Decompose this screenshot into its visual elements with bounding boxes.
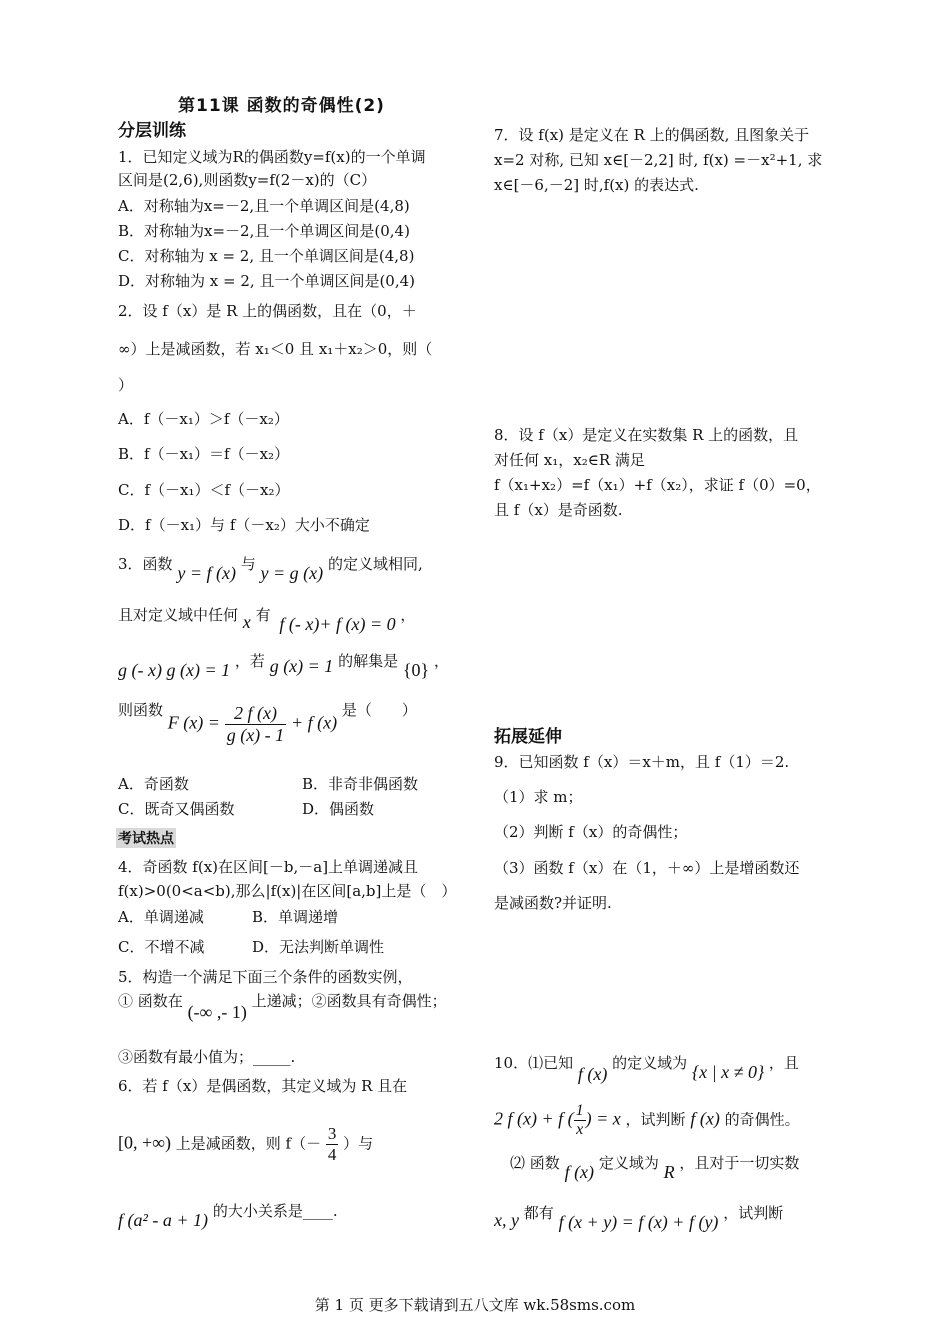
q3-fraction-denominator: g (x) - 1 [226,725,285,745]
q1-line1: 1．已知定义域为R的偶函数y=f(x)的一个单调 [118,148,426,166]
q3-text-7: ，若 [234,652,265,670]
section-exam-hotspot: 考试热点 [116,828,176,848]
page-footer: 第 1 页 更多下载请到五八文库 wk.58sms.com [314,1296,636,1314]
q5-line2 [118,990,447,1022]
q5-blank: _____ [253,1048,291,1066]
q1-option-d: D．对称轴为 x = 2, 且一个单调区间是(0,4) [118,272,415,290]
q3-line2 [118,604,416,634]
q3-fraction-numerator: 2 f (x) [225,703,286,725]
q5-end: . [290,1048,296,1066]
q2-option-c: C．f（－x₁）＜f（－x₂） [118,481,290,499]
q3-option-c: C．既奇又偶函数 [118,800,235,818]
q10-math-fx-3: f (x) [564,1162,595,1182]
q3-text-3: 的定义域相同, [327,555,423,573]
q10-math-additive: f (x + y) = f (x) + f (y) [558,1212,719,1232]
q2-option-a: A．f（－x₁）＞f（－x₂） [118,410,289,428]
q6-line1: 6．若 f（x）是偶函数，其定义域为 R 且在 [118,1077,408,1095]
section-extension: 拓展延伸 [494,727,562,747]
q6-text-2: ）与 [343,1134,374,1153]
q1-option-c: C．对称轴为 x = 2, 且一个单调区间是(4,8) [118,247,415,265]
q10-text-2: 的定义域为 [612,1054,688,1072]
q10-math-R: R [663,1162,675,1182]
q3-math-odd-condition: f (- x)+ f (x) = 0 [279,614,396,634]
q10-math-domain: {x | x ≠ 0} [691,1062,765,1082]
q4-option-a: A．单调递减 [118,908,204,926]
q6-text-3: 的大小关系是 [212,1202,303,1220]
q10-text-6: ⑵ 函数 [510,1154,560,1172]
q3-text-5: 有 [255,606,271,624]
q2-line1: 2．设 f（x）是 R 上的偶函数，且在（0，＋ [118,302,417,320]
q2-option-b: B．f（－x₁）＝f（－x₂） [118,445,290,463]
q3-math-y-f: y = f (x) [177,563,236,583]
q9-line5: 是减函数?并证明. [494,894,612,912]
q3-line4 [118,700,417,746]
q3-text-1: 3．函数 [118,555,173,573]
q6-end: . [332,1202,338,1220]
q6-blank: ____ [302,1202,333,1220]
q10-line1 [494,1052,799,1084]
q8-line4: 且 f（x）是奇函数. [494,501,623,519]
q3-math-x: x [242,612,251,632]
q9-line1: 9．已知函数 f（x）＝x＋m，且 f（1）＝2. [494,753,790,771]
q3-math-y-g: y = g (x) [260,563,324,583]
q8-line3: f（x₁+x₂）=f（x₁）+f（x₂），求证 f（0）=0， [494,476,821,494]
page-title: 第11课 函数的奇偶性(2) [178,96,385,116]
q7-line3: x∈[－6,－2] 时,f(x) 的表达式. [494,176,699,194]
q1-line2: 区间是(2,6),则函数y=f(2－x)的（C） [118,171,377,189]
q4-line1: 4．奇函数 f(x)在区间[－b,－a]上单调递减且 [118,858,419,876]
q3-text-6: ， [400,606,416,624]
q10-math-fx-1: f (x) [577,1064,608,1084]
q10-line4 [494,1202,784,1232]
q10-text-10: ，试判断 [723,1204,784,1222]
q4-option-b: B．单调递增 [252,908,339,926]
q3-math-g-eq-1: g (x) = 1 [269,656,334,676]
q3-line3 [118,650,449,680]
q3-text-2: 与 [240,555,256,573]
q3-text-4: 且对定义域中任何 [118,606,239,624]
q3-math-solution-set: {0} [402,660,430,680]
q2-option-d: D．f（－x₁）与 f（－x₂）大小不确定 [118,516,370,534]
q5-text-2: 上递减；②函数具有奇偶性； [251,992,447,1010]
q3-math-F: F (x) = [167,712,220,733]
q10-math-fx-2: f (x) [690,1108,720,1129]
q2-line3: ） [118,376,134,394]
q5-math-interval: (-∞ ,- 1) [187,1002,247,1022]
q3-option-d: D．偶函数 [302,800,375,818]
q9-line3: （2）判断 f（x）的奇偶性； [494,823,688,841]
q3-text-8: 的解集是 [338,652,399,670]
q5-text-1: ① 函数在 [118,992,183,1010]
q3-line1 [118,553,423,583]
q6-line2 [118,1124,373,1165]
q10-text-7: 定义域为 [598,1154,659,1172]
q3-text-10: 则函数 [118,700,164,719]
q1-option-a: A．对称轴为x=－2,且一个单调区间是(4,8) [118,197,410,215]
q10-math-xy: x, y [494,1210,519,1230]
q10-text-3: ，且 [768,1054,799,1072]
q2-line2: ∞）上是减函数，若 x₁＜0 且 x₁＋x₂＞0，则（ [118,340,433,358]
q10-math-equation-left: 2 f (x) + f ( [494,1108,574,1129]
q3-text-9: ， [433,652,449,670]
q6-math-f-expression: f (a² - a + 1) [118,1210,209,1230]
q6-fraction-denominator: 4 [327,1145,337,1164]
q5-line3 [118,1046,295,1067]
q3-option-a: A．奇函数 [118,775,189,793]
q1-option-b: B．对称轴为x=－2,且一个单调区间是(0,4) [118,222,410,240]
q10-math-equation-right: ) = x [585,1108,621,1129]
q6-fraction-numerator: 3 [327,1124,337,1143]
q3-text-11: 是（ ） [341,700,417,719]
q10-text-4: ，试判断 [625,1110,686,1129]
q10-line3 [510,1152,800,1182]
q6-text-1: 上是减函数，则 f（－ [175,1134,322,1153]
q4-option-d: D．无法判断单调性 [252,938,385,956]
q10-text-8: ，且对于一切实数 [679,1154,800,1172]
q10-line2 [494,1102,800,1139]
q9-line2: （1）求 m； [494,788,583,806]
q7-line1: 7．设 f(x) 是定义在 R 上的偶函数, 且图象关于 [494,126,810,144]
q10-text-5: 的奇偶性。 [724,1110,800,1129]
section-layered-training: 分层训练 [118,121,186,141]
q8-line2: 对任何 x₁，x₂∈R 满足 [494,451,645,469]
q10-fraction-numerator: 1 [575,1102,584,1119]
q9-line4: （3）函数 f（x）在（1，＋∞）上是增函数还 [494,859,800,877]
q3-math-g-product: g (- x) g (x) = 1 [118,660,231,680]
q3-option-b: B．非奇非偶函数 [302,775,419,793]
q10-text-9: 都有 [523,1204,554,1222]
q4-line2: f(x)>0(0<a<b),那么|f(x)|在区间[a,b]上是（ ） [118,882,457,900]
q10-fraction [574,1102,586,1139]
q7-line2: x=2 对称, 已知 x∈[－2,2] 时, f(x) =－x²+1, 求 [494,151,823,169]
q6-math-interval: [0, +∞) [118,1132,171,1153]
q10-fraction-denominator: x [576,1121,584,1138]
q6-fraction [326,1124,339,1165]
q5-line1: 5．构造一个满足下面三个条件的函数实例， [118,968,413,986]
q8-line1: 8．设 f（x）是定义在实数集 R 上的函数，且 [494,426,799,444]
q5-text-3: ③函数有最小值为； [118,1048,254,1066]
q4-option-c: C．不增不减 [118,938,205,956]
q10-text-1: 10．⑴已知 [494,1054,574,1072]
q6-line3 [118,1200,338,1230]
q3-math-plus-f: + f (x) [290,712,338,733]
q3-fraction [225,703,286,746]
